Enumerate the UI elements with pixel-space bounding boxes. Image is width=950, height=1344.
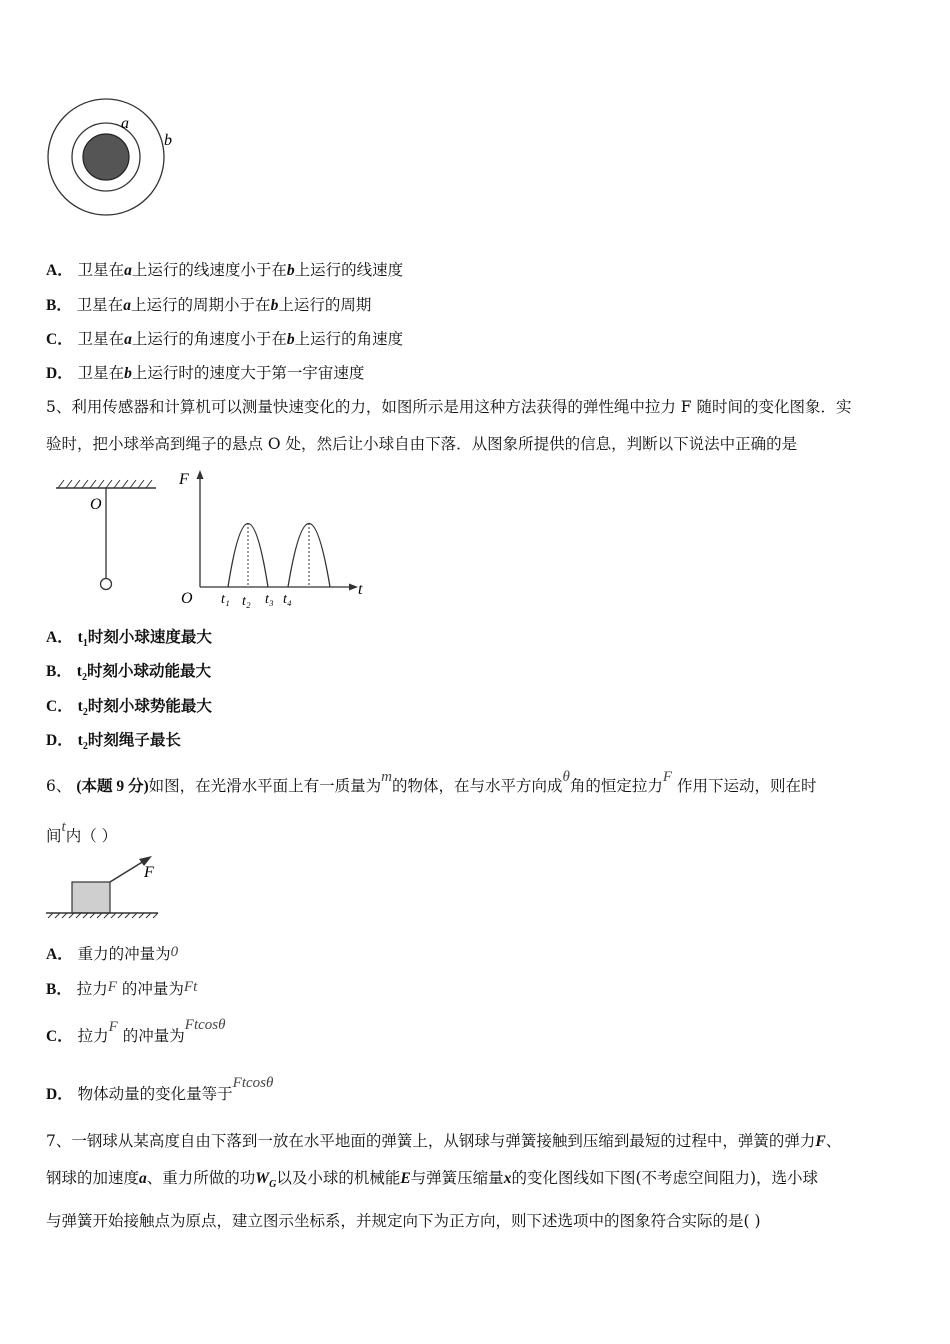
option-letter: D．: [46, 365, 73, 382]
q6-number: 6、: [46, 777, 72, 795]
q7-stem-line-3: 与弹簧开始接触点为原点，建立图示坐标系，并规定向下为正方向，则下述选项中的图象符合实际的是( ): [46, 1212, 761, 1231]
tick-t2: t₂: [242, 594, 251, 609]
q7-stem-line-2: [46, 1160, 908, 1203]
q6-option-a[interactable]: [46, 944, 178, 965]
q7-text: 与弹簧压缩量: [410, 1169, 504, 1187]
orbit-b-label: b: [164, 132, 172, 149]
var-t: t: [76, 663, 82, 680]
q7-text: 的变化图线如下图(不考虑空间阻力)，选小球: [511, 1169, 819, 1187]
q6-text: 内（ ）: [65, 827, 118, 845]
option-letter: D．: [46, 732, 73, 749]
ceiling-hatch: [58, 480, 152, 488]
planet: [83, 134, 129, 180]
y-axis-arrow: [197, 470, 204, 479]
q6-option-c[interactable]: [46, 1017, 226, 1047]
option-letter: C．: [46, 1028, 73, 1045]
option-text: 的冲量为: [121, 980, 184, 998]
subscript: 2: [82, 707, 88, 719]
q6-score: (本题 9 分): [76, 778, 149, 795]
math-F: F: [108, 1019, 118, 1035]
y-axis-label: F: [179, 471, 189, 488]
option-text: 卫星在: [77, 330, 125, 348]
math-Ftcos: Ftcosθ: [184, 1017, 226, 1033]
math-F: F: [662, 769, 673, 785]
q5-figure: [46, 466, 376, 611]
math-theta: θ: [562, 769, 570, 785]
option-text: 时刻小球动能最大: [86, 663, 211, 680]
x-axis-label: t: [358, 581, 363, 598]
option-letter: A．: [46, 629, 73, 646]
q4-option-a[interactable]: [46, 260, 403, 281]
q7-text: 、重力所做的功: [146, 1169, 256, 1187]
math-Ftcos: Ftcosθ: [232, 1075, 274, 1091]
q6-figure: [44, 852, 174, 924]
option-letter: A．: [46, 946, 73, 963]
math-zero: 0: [170, 944, 179, 960]
var-b: b: [286, 262, 295, 279]
var-t: t: [77, 629, 83, 646]
orbit-figure: [40, 92, 190, 222]
q5-option-a[interactable]: [46, 627, 212, 654]
var-t: t: [77, 698, 83, 715]
q5-option-b[interactable]: [46, 661, 211, 688]
q6-text: 作用下运动，则在时: [677, 777, 817, 795]
q5-stem-line-2: 验时，把小球举高到绳子的悬点 O 处，然后让小球自由下落．从图象所提供的信息，判断以下说法中正确的是: [46, 435, 798, 453]
option-text: 时刻小球势能最大: [87, 698, 212, 715]
q6-text: 间: [46, 827, 62, 845]
orbit-a-label: a: [121, 115, 129, 132]
force-label: F: [144, 864, 154, 881]
force-arrow: [110, 861, 144, 882]
math-t: t: [61, 819, 66, 835]
q5-stem: [46, 389, 908, 463]
var-a: a: [139, 1170, 147, 1187]
q6-stem-line-1: [46, 769, 817, 797]
option-text: 物体动量的变化量等于: [77, 1085, 233, 1103]
var-b: b: [270, 297, 279, 314]
var-F: F: [815, 1133, 826, 1150]
q7-text: 7、一钢球从某高度自由下落到一放在水平地面的弹簧上，从钢球与弹簧接触到压缩到最短的过程中，弹簧的弹力: [46, 1132, 816, 1150]
tick-t4: t₄: [283, 592, 292, 607]
q7-stem: [46, 1123, 908, 1240]
math-Ft: Ft: [183, 979, 198, 995]
x-axis-arrow: [349, 584, 358, 591]
q6-option-d[interactable]: [46, 1075, 274, 1105]
option-text: 上运行的周期小于在: [131, 296, 271, 314]
q4-option-d[interactable]: [46, 363, 364, 384]
q4-option-b[interactable]: [46, 295, 371, 316]
option-text: 上运行的角速度: [294, 330, 404, 348]
option-text: 时刻绳子最长: [87, 732, 181, 749]
option-letter: B．: [46, 663, 72, 680]
math-m: m: [381, 769, 392, 785]
option-text: 上运行的线速度: [294, 261, 404, 279]
var-W: W: [255, 1170, 270, 1187]
option-text: 卫星在: [77, 364, 125, 382]
option-text: 时刻小球速度最大: [87, 629, 212, 646]
option-letter: D．: [46, 1086, 73, 1103]
q6-option-b[interactable]: [46, 979, 197, 1000]
option-text: 上运行的周期: [278, 296, 372, 314]
q5-stem-line-1: 5、利用传感器和计算机可以测量快速变化的力，如图所示是用这种方法获得的弹性绳中拉力 F 随时间的变化图象．实: [46, 398, 852, 416]
option-letter: C．: [46, 698, 73, 715]
ball: [101, 579, 112, 590]
var-b: b: [286, 331, 295, 348]
option-letter: B．: [46, 981, 72, 998]
subscript: 1: [82, 638, 88, 650]
q5-option-d[interactable]: [46, 730, 181, 757]
origin-label: O: [181, 590, 193, 607]
q6-text: 角的恒定拉力: [569, 777, 663, 795]
option-text: 上运行时的速度大于第一宇宙速度: [131, 364, 365, 382]
pivot-label: O: [90, 496, 102, 513]
option-letter: B．: [46, 297, 72, 314]
option-text: 卫星在: [76, 296, 124, 314]
subscript: G: [269, 1179, 277, 1191]
q6-stem-line-2: [46, 819, 118, 847]
q4-option-c[interactable]: [46, 329, 403, 350]
q6-text: 如图，在光滑水平面上有一质量为: [148, 777, 382, 795]
var-a: a: [124, 262, 132, 279]
var-b: b: [124, 365, 132, 382]
q6-text: 的物体，在与水平方向成: [392, 777, 563, 795]
var-t: t: [77, 732, 83, 749]
math-F: F: [107, 979, 117, 995]
subscript: 2: [82, 741, 88, 753]
option-text: 的冲量为: [122, 1027, 185, 1045]
option-text: 拉力: [77, 1027, 109, 1045]
q7-stem-line-1: [46, 1123, 908, 1160]
var-x: x: [503, 1170, 512, 1187]
option-text: 卫星在: [77, 261, 125, 279]
tick-t3: t₃: [265, 592, 274, 607]
option-text: 重力的冲量为: [77, 945, 171, 963]
var-a: a: [124, 331, 132, 348]
option-text: 上运行的线速度小于在: [131, 261, 287, 279]
q7-text: 钢球的加速度: [46, 1169, 140, 1187]
q7-text: 、: [825, 1132, 842, 1150]
subscript: 2: [81, 672, 87, 684]
tick-t1: t₁: [221, 592, 230, 607]
option-letter: C．: [46, 331, 73, 348]
q7-text: 以及小球的机械能: [276, 1169, 401, 1187]
var-a: a: [123, 297, 132, 314]
option-text: 上运行的角速度小于在: [131, 330, 287, 348]
option-letter: A．: [46, 262, 73, 279]
q5-option-c[interactable]: [46, 696, 212, 723]
option-text: 拉力: [76, 980, 108, 998]
block: [72, 882, 110, 913]
var-E: E: [400, 1170, 411, 1187]
